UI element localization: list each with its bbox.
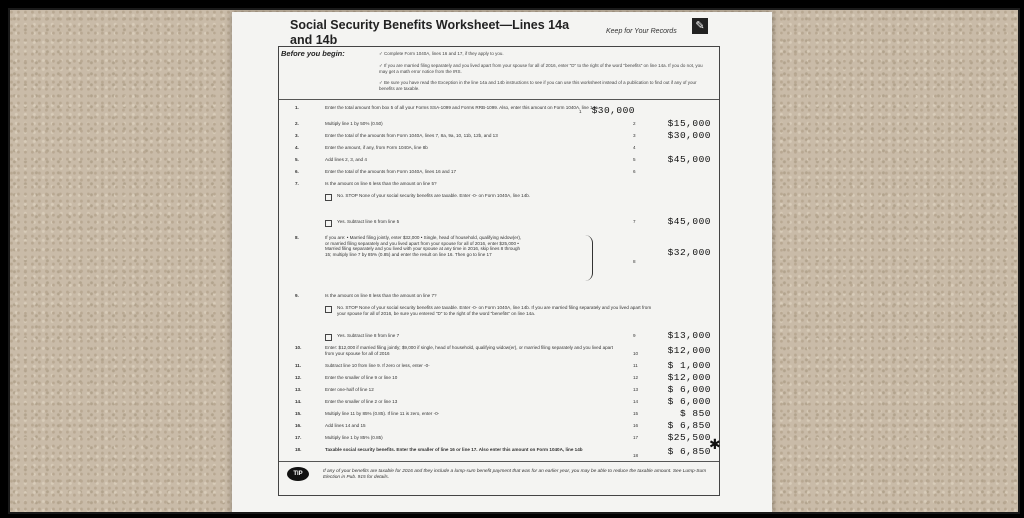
line-number: 16.	[295, 423, 302, 428]
line-text: Enter: $12,000 if married filing jointly; $9,000 if single, head of household, qualifying widow(er), or married filing separately and you lived apart from your spouse for all of 2016	[325, 345, 614, 356]
line-amount: $12,000	[667, 345, 711, 356]
line-amount: $45,000	[667, 216, 711, 227]
line-text: Subtract line 10 from line 9. If zero or less, enter -0-	[325, 363, 430, 368]
line-number: 5.	[295, 157, 299, 162]
line-text: No. STOP None of your social security benefits are taxable. Enter -0- on Form 1040A, line 14b. If you are married filing separately and you lived apart from your spouse for all of 2016, be sure you entered "D" to the right of the word "benefits" on line 14a.	[337, 305, 652, 316]
worksheet-line-4	[279, 145, 719, 153]
line-number: 3.	[295, 133, 299, 138]
line-box-number: 4	[633, 145, 636, 150]
line-amount: $25,500	[667, 432, 711, 443]
worksheet-line-7-yes	[279, 216, 719, 227]
line-text: Enter the total amount from box 5 of all your Forms SSA-1099 and Forms RRB-1099. Also, enter this amount on Form 1040A, line 14a	[325, 105, 598, 110]
line-number: 18.	[295, 447, 302, 452]
line-text: Yes. Subtract line 6 from line 5	[337, 219, 400, 224]
line-box-number: 11	[633, 363, 638, 368]
line-text: Add lines 2, 3, and 4	[325, 157, 367, 162]
line-box-number: 6	[633, 169, 636, 174]
line-number: 13.	[295, 387, 302, 392]
line-text: Multiply line 1 by 50% (0.50)	[325, 121, 383, 126]
line-box-number: 1	[579, 109, 582, 114]
line-number: 9.	[295, 293, 299, 298]
worksheet-line-9-no	[279, 305, 719, 316]
worksheet-line-3	[279, 130, 719, 141]
bracket	[584, 235, 593, 281]
worksheet-line-2	[279, 118, 719, 129]
checklist-text: If you are married filing separately and you lived apart from your spouse for all of 2016, enter "D" to the right of the word "benefits" on line 14a. If you do not, you may get a math error notice from the IRS.	[379, 63, 703, 74]
worksheet-line-12	[279, 372, 719, 383]
checklist-item: ✓ Be sure you have read the Exception in the line 14a and 14b instructions to see if you can use this worksheet instead of a publication to find out if any of your benefits are taxable.	[379, 80, 697, 91]
line-box-number: 3	[633, 133, 636, 138]
checklist-item: ✓ Complete Form 1040A, lines 16 and 17, if they apply to you.	[379, 51, 504, 56]
worksheet-title: Social Security Benefits Worksheet—Lines 14a and 14b	[290, 18, 570, 47]
worksheet-form	[278, 46, 720, 496]
line-number: 12.	[295, 375, 302, 380]
line-number: 17.	[295, 435, 302, 440]
line-number: 4.	[295, 145, 299, 150]
line-text: No. STOP None of your social security benefits are taxable. Enter -0- on Form 1040A, line 14b.	[337, 193, 531, 198]
line-text: Enter the total of the amounts from Form 1040A, lines 7, 8a, 9a, 10, 11b, 12b, and 13	[325, 133, 498, 138]
yes-checkbox	[325, 220, 332, 227]
worksheet-paper	[232, 12, 772, 514]
line-amount: $ 850	[679, 408, 711, 419]
worksheet-line-8	[279, 235, 719, 264]
line-amount: $45,000	[667, 154, 711, 165]
line-box-number: 13	[633, 387, 639, 392]
line-box-number: 14	[633, 399, 639, 404]
line-amount: $ 1,000	[667, 360, 711, 371]
checklist-item: ✓ If you are married filing separately and you lived apart from your spouse for all of 2016, enter "D" to the right of the word "benefits" on line 14a. If you do not, you may get a math error notice from the IRS.	[379, 63, 703, 74]
line-box-number: 8	[633, 259, 636, 264]
line-box-number: 18	[633, 453, 639, 458]
line-amount: $13,000	[667, 330, 711, 341]
line-text: Enter one-half of line 12	[325, 387, 374, 392]
no-checkbox	[325, 194, 332, 201]
worksheet-line-10	[279, 345, 719, 356]
line-box-number: 12	[633, 375, 639, 380]
line-amount: $ 6,850	[667, 446, 711, 457]
tip-text: If any of your benefits are taxable for 2016 and they include a lump-sum benefit payment that was for an earlier year, you may be able to reduce the taxable amount. See Lump-Sum Election in Pub. 915 for details.	[323, 469, 707, 480]
worksheet-line-13	[279, 384, 719, 395]
worksheet-line-9-yes	[279, 330, 719, 341]
line-text: Add lines 14 and 15	[325, 423, 366, 428]
line-number: 8.	[295, 235, 299, 240]
worksheet-line-7-no	[279, 193, 719, 201]
worksheet-line-5	[279, 154, 719, 165]
line-box-number: 5	[633, 157, 636, 162]
line-box-number: 2	[633, 121, 636, 126]
line-box-number: 9	[633, 333, 636, 338]
worksheet-line-7-question	[279, 181, 719, 189]
worksheet-line-17	[279, 432, 719, 443]
line-text: If you are: • Married filing jointly, enter $32,000 • Single, head of household, qualifying widow(er), or married filing separately and you lived apart from your spouse for all of 2016, enter $25,000 • Married filing separately and you lived with your spouse at any time in 2016, skip lines 8 through 15; multiply line 7 by 85% (0.85) and enter the result on line 16. Then go to line 17	[325, 235, 522, 257]
line-text: Taxable social security benefits. Enter the smaller of line 16 or line 17. Also enter this amount on Form 1040A, line 14b	[325, 447, 583, 452]
line-number: 14.	[295, 399, 302, 404]
photo-frame	[8, 8, 1020, 514]
before-you-begin-label: Before you begin:	[281, 49, 345, 58]
line-amount: $ 6,850	[667, 420, 711, 431]
line-box-number: 15	[633, 411, 639, 416]
worksheet-line-1	[279, 105, 719, 116]
line-box-number: 17	[633, 435, 639, 440]
worksheet-line-6	[279, 169, 719, 177]
worksheet-line-11	[279, 360, 719, 371]
no-checkbox	[325, 306, 332, 313]
worksheet-line-9-question	[279, 293, 719, 301]
yes-checkbox	[325, 334, 332, 341]
line-text: Enter the smaller of line 9 or line 10	[325, 375, 398, 380]
line-text: Yes. Subtract line 8 from line 7	[337, 333, 400, 338]
line-box-number: 16	[633, 423, 639, 428]
line-amount: $ 6,000	[667, 384, 711, 395]
keep-records-note: Keep for Your Records	[606, 28, 677, 35]
checklist-text: Complete Form 1040A, lines 16 and 17, if they apply to you.	[384, 51, 504, 56]
line-amount: $12,000	[667, 372, 711, 383]
pencil-icon: ✎	[692, 18, 708, 34]
line-text: Is the amount on line 8 less than the amount on line 7?	[325, 293, 437, 298]
line-amount: $ 6,000	[667, 396, 711, 407]
line-text: Is the amount on line 6 less than the amount on line 5?	[325, 181, 437, 186]
checklist-text: Be sure you have read the Exception in the line 14a and 14b instructions to see if you can use this worksheet instead of a publication to find out if any of your benefits are taxable.	[379, 80, 697, 91]
asterisk-mark-icon: ✱	[709, 436, 721, 452]
line-text: Enter the amount, if any, from Form 1040A, line 8b	[325, 145, 428, 150]
line-number: 6.	[295, 169, 299, 174]
line-number: 2.	[295, 121, 299, 126]
worksheet-line-15	[279, 408, 719, 419]
line-text: Enter the total of the amounts from Form 1040A, lines 16 and 17	[325, 169, 456, 174]
line-number: 11.	[295, 363, 302, 368]
section-divider	[279, 461, 719, 462]
line-amount: $15,000	[667, 118, 711, 129]
section-divider	[279, 99, 719, 100]
line-number: 1.	[295, 105, 299, 110]
line-number: 15.	[295, 411, 302, 416]
line-box-number: 7	[633, 219, 636, 224]
line-text: Multiply line 11 by 85% (0.85). If line 11 is zero, enter -0-	[325, 411, 440, 416]
line-amount: $30,000	[591, 105, 635, 116]
line-amount: $30,000	[667, 130, 711, 141]
line-box-number: 10	[633, 351, 639, 356]
line-text: Enter the smaller of line 2 or line 13	[325, 399, 398, 404]
line-number: 10.	[295, 345, 302, 350]
line-text: Multiply line 1 by 85% (0.85)	[325, 435, 383, 440]
worksheet-line-14	[279, 396, 719, 407]
worksheet-line-18	[279, 446, 719, 458]
worksheet-line-16	[279, 420, 719, 431]
line-amount: $32,000	[667, 247, 711, 258]
line-number: 7.	[295, 181, 299, 186]
tip-badge: TIP	[287, 467, 309, 481]
